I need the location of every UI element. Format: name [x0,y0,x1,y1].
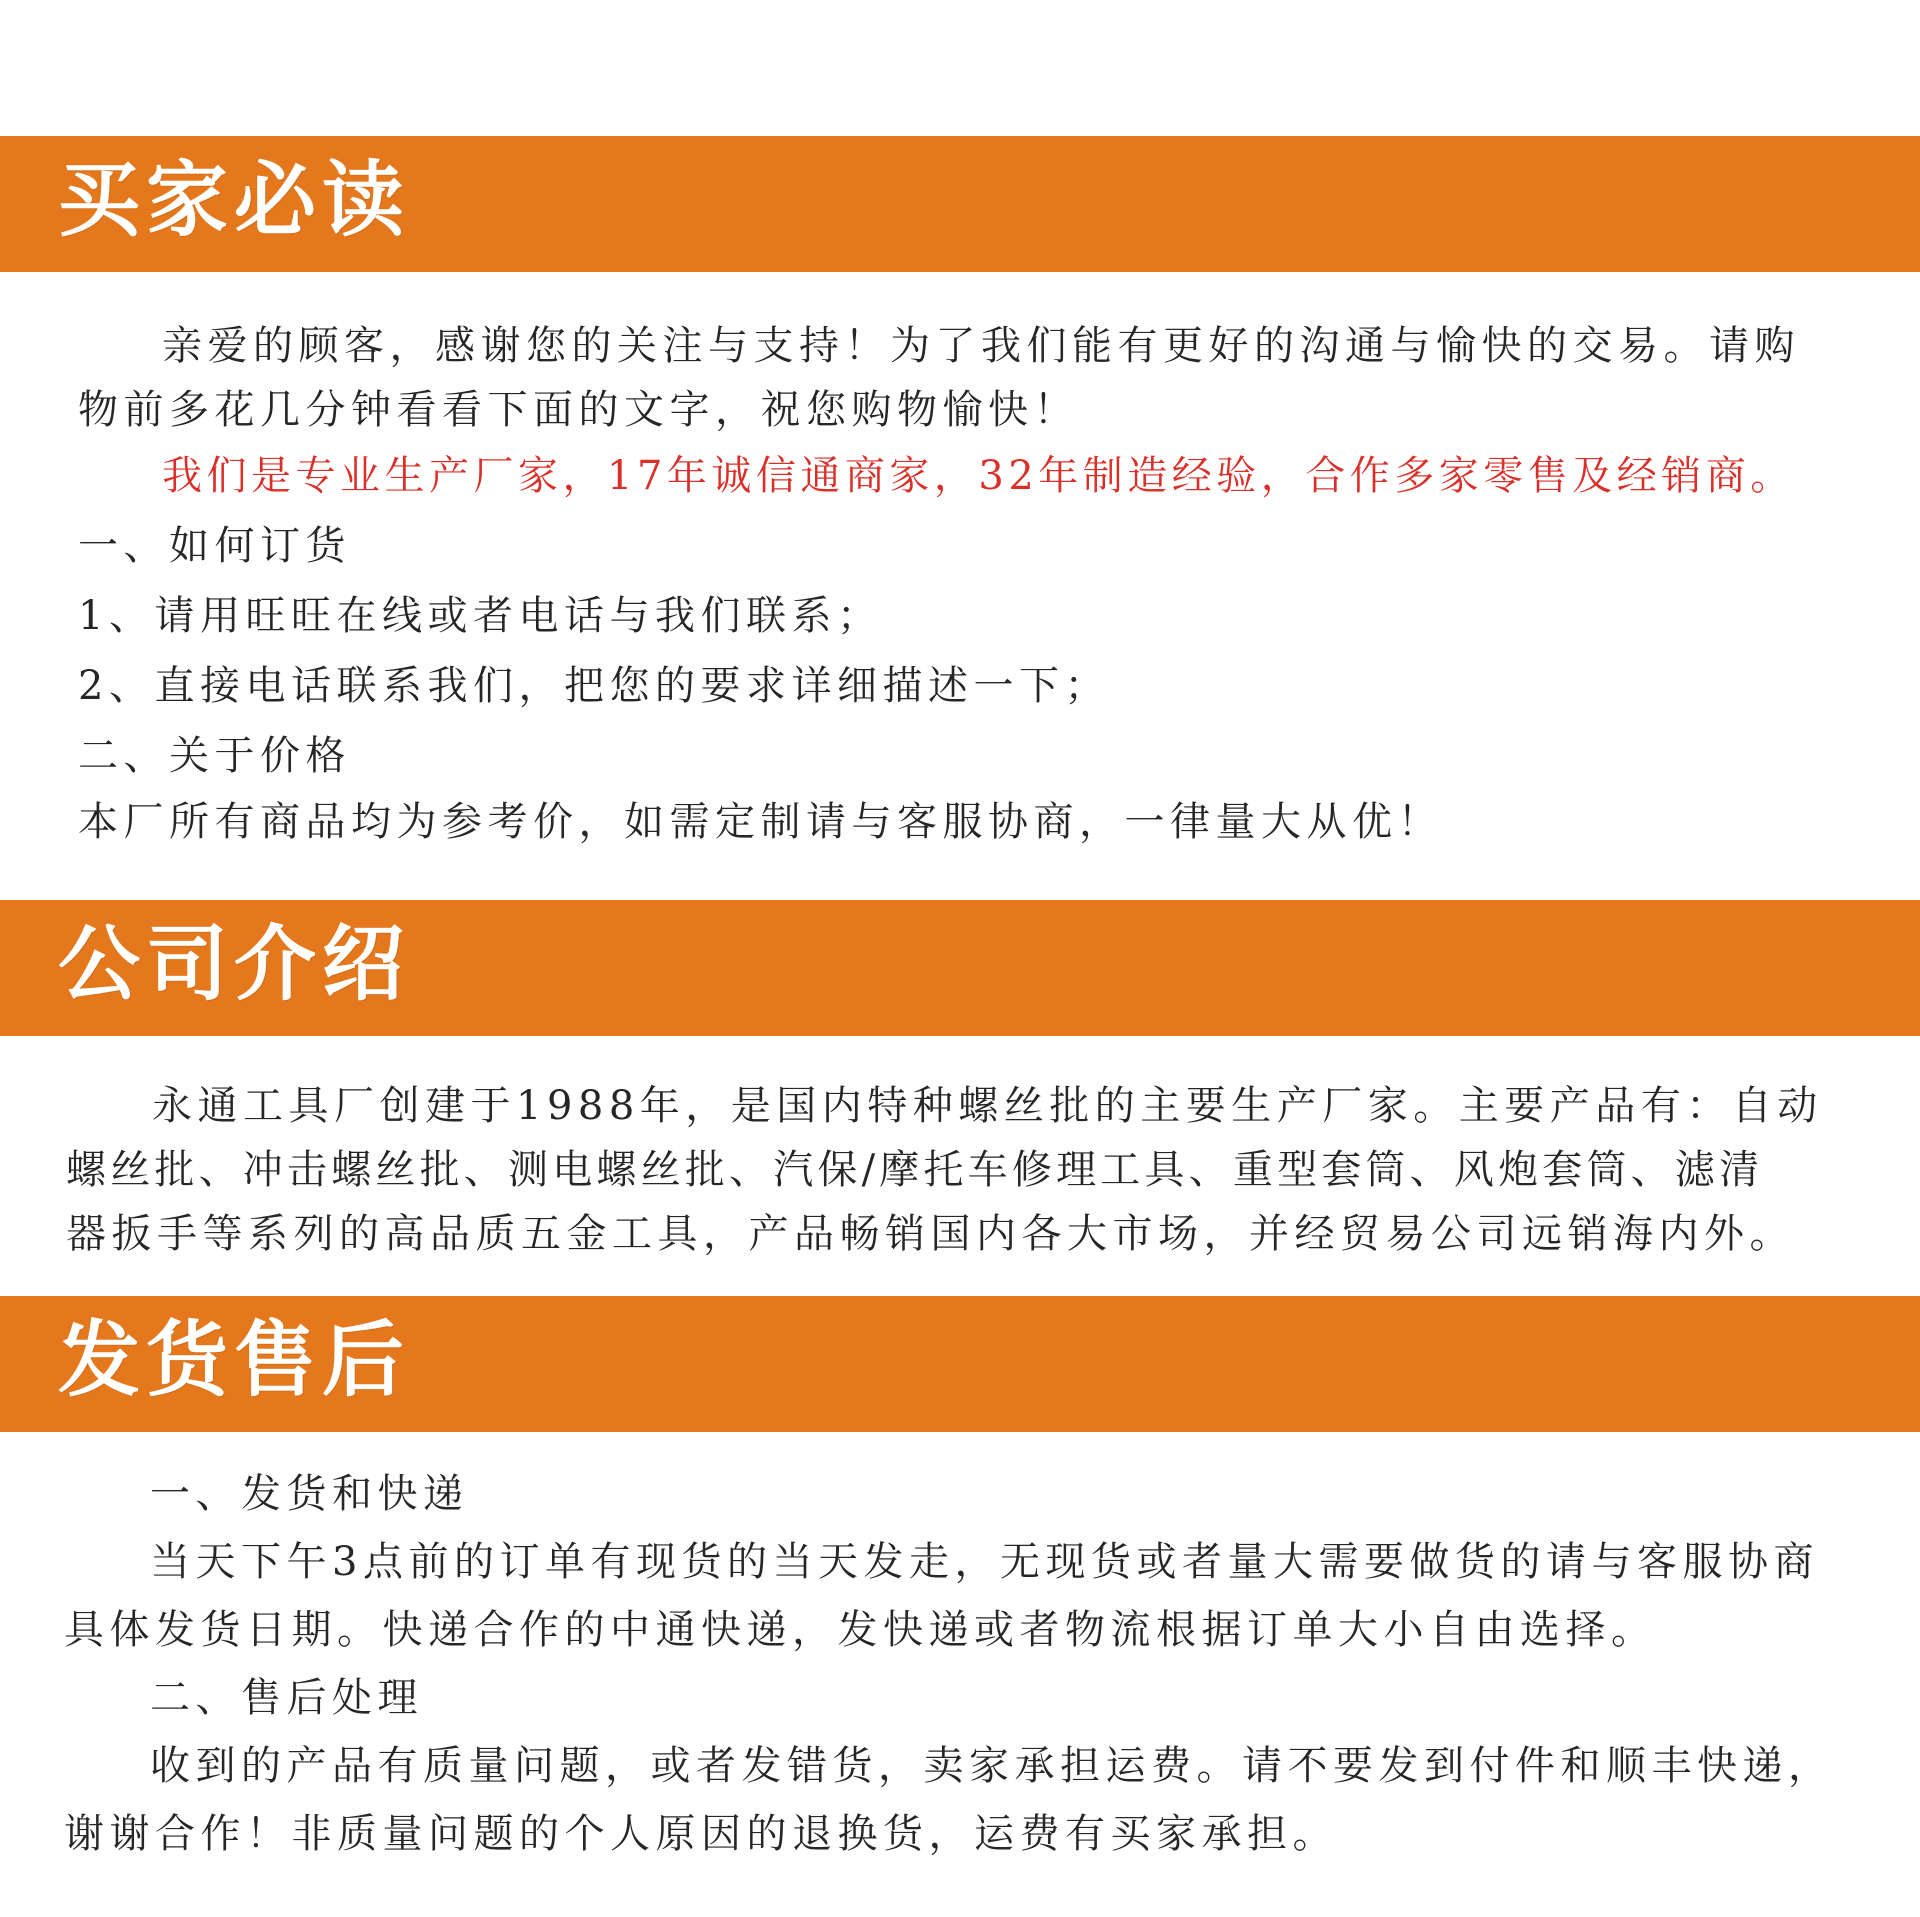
section-header-company-intro [0,900,1920,1036]
company-line-2: 螺丝批、冲击螺丝批、测电螺丝批、汽保/摩托车修理工具、重型套筒、风炮套筒、滤清 [66,1147,1764,1193]
order-step-1: 1、请用旺旺在线或者电话与我们联系； [78,593,883,639]
subheading-pricing: 二、关于价格 [78,733,351,779]
pricing-text: 本厂所有商品均为参考价，如需定制请与客服协商，一律量大从优！ [78,799,1443,845]
subheading-shipping: 一、发货和快递 [150,1471,469,1517]
section-title: 买家必读 [58,152,411,248]
aftersales-line-1: 收到的产品有质量问题，或者发错货，卖家承担运费。请不要发到付件和顺丰快递， [150,1743,1834,1789]
section-title: 发货售后 [58,1312,411,1408]
aftersales-line-2: 谢谢合作！非质量问题的个人原因的退换货，运费有买家承担。 [64,1811,1338,1857]
order-step-2: 2、直接电话联系我们，把您的要求详细描述一下； [78,663,1110,709]
highlight-line: 我们是专业生产厂家，17年诚信通商家，32年制造经验，合作多家零售及经销商。 [162,453,1795,499]
subheading-how-to-order: 一、如何订货 [78,523,351,569]
shipping-line-2: 具体发货日期。快递合作的中通快递，发快递或者物流根据订单大小自由选择。 [64,1607,1657,1653]
section-header-buyer-notice [0,136,1920,272]
intro-line-1: 亲爱的顾客，感谢您的关注与支持！为了我们能有更好的沟通与愉快的交易。请购 [162,323,1800,369]
section-title: 公司介绍 [58,916,411,1012]
intro-line-2: 物前多花几分钟看看下面的文字，祝您购物愉快！ [78,387,1079,433]
company-line-1: 永通工具厂创建于1988年，是国内特种螺丝批的主要生产厂家。主要产品有：自动 [152,1083,1823,1129]
company-line-3: 器扳手等系列的高品质五金工具，产品畅销国内各大市场，并经贸易公司远销海内外。 [66,1211,1795,1257]
shipping-line-1: 当天下午3点前的订单有现货的当天发走，无现货或者量大需要做货的请与客服协商 [150,1539,1819,1585]
section-header-shipping-aftersales [0,1296,1920,1432]
subheading-aftersales: 二、售后处理 [150,1675,423,1721]
